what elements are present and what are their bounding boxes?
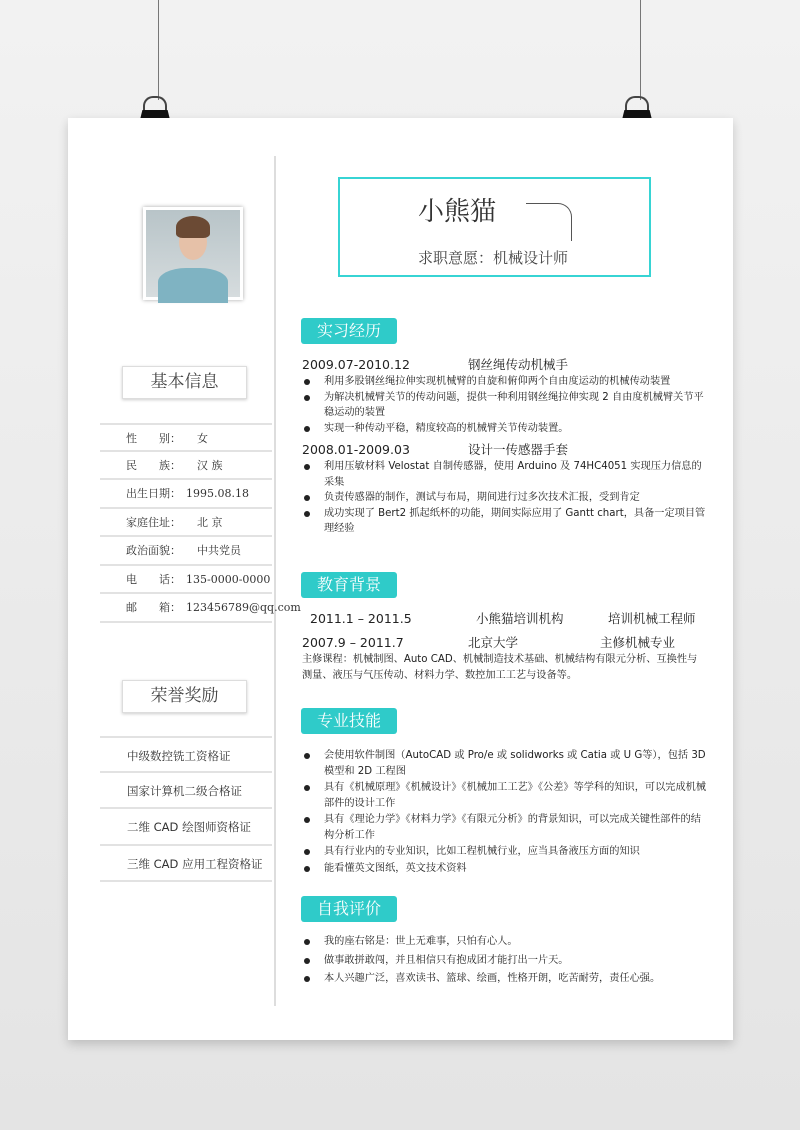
list-item: 成功实现了 Bert2 抓起纸杯的功能，期间实际应用了 Gantt chart，具备一定项目管理经验 (302, 506, 707, 537)
internship-date: 2009.07-2010.12 (302, 357, 410, 372)
info-row (100, 452, 272, 481)
honor-item: 二维 CAD 绘图师资格证 (100, 809, 272, 846)
info-row (100, 423, 272, 452)
edu-major: 培训机械工程师 (608, 611, 696, 626)
internship-date: 2008.01-2009.03 (302, 442, 410, 457)
section-title-skills: 专业技能 (301, 708, 397, 734)
edu-school: 小熊猫培训机构 (476, 611, 564, 626)
honors-list (100, 736, 272, 882)
section-title-basic: 基本信息 (122, 366, 247, 399)
list-item: 实现一种传动平稳，精度较高的机械臂关节传动装置。 (302, 421, 707, 437)
list-item: 利用多股钢丝绳拉伸实现机械臂的自旋和俯仰两个自由度运动的机械传动装置 (302, 374, 707, 390)
honor-item: 国家计算机二级合格证 (100, 773, 272, 810)
edu-school: 北京大学 (468, 635, 519, 650)
resume-page (68, 118, 733, 1040)
info-label: 政治面貌： (126, 544, 181, 557)
info-label: 邮 箱： (126, 601, 181, 614)
list-item: 利用压敏材料 Velostat 自制传感器，使用 Arduino 及 74HC4051 实现压力信息的采集 (302, 459, 707, 490)
courses-text: 主修课程：机械制图、Auto CAD、机械制造技术基础、机械结构有限元分析、互换性与测量、液压与气压传动、材料力学、数控加工工艺与设备等。 (302, 654, 698, 681)
info-row (100, 537, 272, 566)
info-value: 135-0000-0000 (186, 572, 271, 586)
info-value: 北 京 (186, 515, 223, 529)
info-value: 1995.08.18 (186, 487, 249, 500)
basic-info-list (100, 423, 301, 623)
skills-block (302, 748, 707, 877)
decorative-line (526, 203, 572, 241)
info-label: 性 别： (126, 432, 181, 445)
edu-date: 2011.1 – 2011.5 (310, 611, 412, 626)
section-title-education: 教育背景 (301, 572, 397, 598)
info-value: 中共党员 (186, 544, 241, 557)
section-title-honors: 荣誉奖励 (122, 680, 247, 713)
list-item: 本人兴趣广泛，喜欢读书、篮球、绘画，性格开朗，吃苦耐劳，责任心强。 (302, 971, 707, 987)
info-label: 电 话： (126, 572, 181, 586)
list-item: 具有《理论力学》《材料力学》《有限元分析》的背景知识，可以完成关键性部件的结构分析工作 (302, 812, 707, 843)
name-box (338, 177, 651, 277)
list-item: 做事敢拼敢闯，并且相信只有抱成团才能打出一片天。 (302, 953, 707, 969)
edu-major: 主修机械专业 (600, 635, 676, 650)
list-item: 能看懂英文图纸，英文技术资料 (302, 861, 707, 877)
hanging-string (640, 0, 641, 100)
education-row (302, 633, 707, 652)
internship-header (302, 355, 707, 374)
honor-item: 三维 CAD 应用工程资格证 (100, 846, 272, 883)
education-row (302, 609, 707, 633)
internship-name: 钢丝绳传动机械手 (468, 357, 569, 372)
list-item: 会使用软件制图（AutoCAD 或 Pro/e 或 solidworks 或 Catia 或 U G等），包括 3D 模型和 2D 工程图 (302, 748, 707, 779)
honor-item: 中级数控铣工资格证 (100, 736, 272, 773)
section-title-self: 自我评价 (301, 896, 397, 922)
info-label: 家庭住址： (126, 515, 181, 529)
info-row (100, 594, 301, 623)
info-value: 女 (186, 432, 208, 445)
internship-block (302, 355, 707, 541)
info-row (100, 566, 272, 595)
info-row (100, 480, 272, 509)
list-item: 我的座右铭是：世上无难事，只怕有心人。 (302, 934, 707, 950)
info-value: 123456789@qq.com (186, 601, 301, 614)
edu-date: 2007.9 – 2011.7 (302, 635, 404, 650)
avatar (143, 207, 243, 300)
candidate-name: 小熊猫 (418, 197, 497, 227)
info-row (100, 509, 272, 538)
education-block (302, 609, 707, 683)
internship-points (302, 459, 707, 537)
info-label: 民 族： (126, 458, 181, 472)
section-title-internship: 实习经历 (301, 318, 397, 344)
hanging-string (158, 0, 159, 100)
info-value: 汉 族 (186, 458, 223, 472)
list-item: 负责传感器的制作，测试与布局，期间进行过多次技术汇报，受到肯定 (302, 490, 707, 506)
self-evaluation-block (302, 934, 707, 990)
internship-points (302, 374, 707, 436)
info-label: 出生日期： (126, 487, 181, 500)
list-item: 为解决机械臂关节的传动问题，提供一种利用钢丝绳拉伸实现 2 自由度机械臂关节平稳运动的装置 (302, 390, 707, 421)
job-intent: 求职意愿：机械设计师 (418, 249, 569, 267)
internship-header (302, 440, 707, 459)
list-item: 具有《机械原理》《机械设计》《机械加工工艺》《公差》等学科的知识，可以完成机械部件的设计工作 (302, 780, 707, 811)
list-item: 具有行业内的专业知识，比如工程机械行业，应当具备液压方面的知识 (302, 844, 707, 860)
column-divider (274, 156, 276, 1006)
internship-name: 设计一传感器手套 (468, 442, 569, 457)
